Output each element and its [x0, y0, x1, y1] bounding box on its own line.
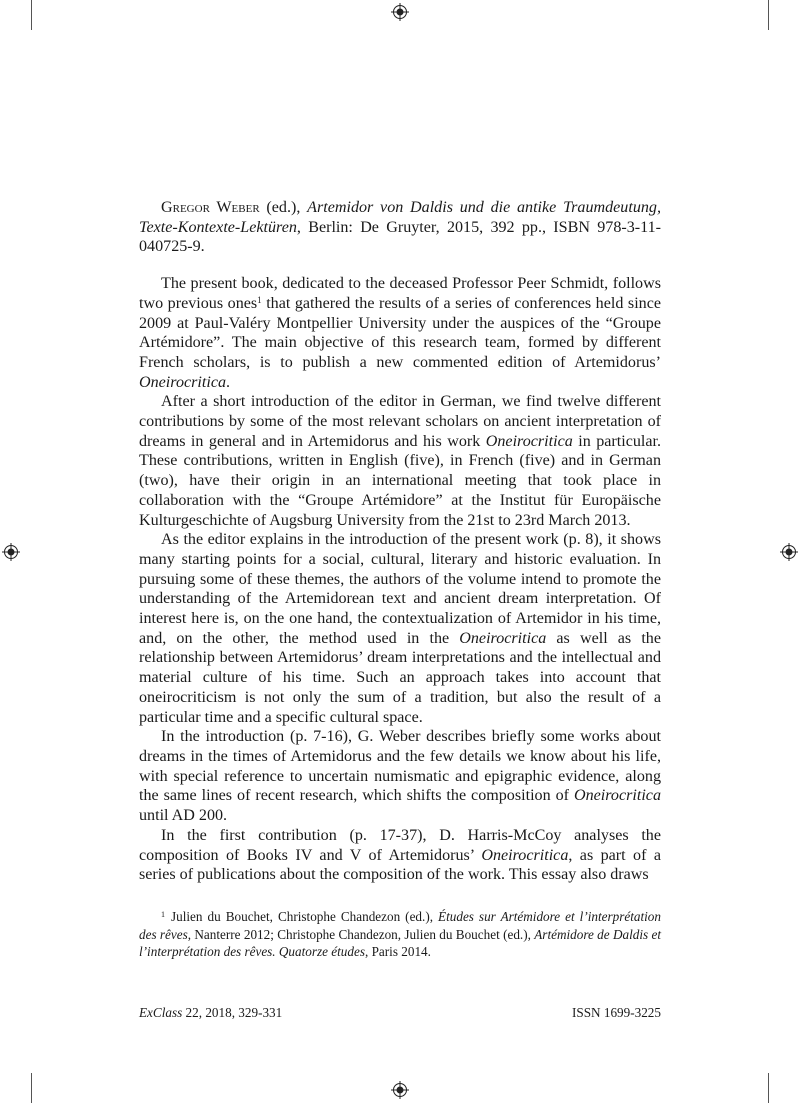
- paragraph-2: [139, 392, 661, 530]
- crop-mark-bottom-right: [768, 1073, 769, 1103]
- publication-details: , Berlin: De Gruyter, 2015, 392 pp., ISBN 978-3-11-040725-9.: [139, 218, 661, 256]
- paragraph-3-title: Oneirocritica: [459, 629, 547, 647]
- paragraph-1-text-c: .: [226, 373, 231, 391]
- paragraph-2-text-b: in particular. These contributions, written in English (five), in French (five) and in German (two), have their origin in an international meeting that took place in collaboration with the “Groupe Artémidore” at the Institut für Europäische Kulturgeschichte of Augsburg University from the 21st to 23rd March 2013.: [139, 432, 662, 529]
- paragraph-1-text-a: The present book, dedicated to the deceased Professor Peer Schmidt, follows two previous ones: [139, 275, 661, 312]
- paragraph-2-text-a: After a short introduction of the editor in German, we find twelve different contributions by some of the most relevant scholars on ancient interpretation of dreams in general and in Artemidorus and his work: [139, 393, 661, 450]
- paragraph-4-title: Oneirocritica: [573, 787, 661, 805]
- paragraph-5: [139, 826, 661, 885]
- journal-reference: [139, 1004, 282, 1021]
- registration-mark-right-icon: [780, 543, 798, 561]
- review-content: [139, 198, 661, 885]
- footnote-ref-1: 1: [257, 294, 262, 305]
- footnotes: [139, 908, 661, 961]
- review-body: [139, 274, 661, 885]
- paragraph-5-title: Oneirocritica: [481, 846, 569, 864]
- issn: ISSN 1699-3225: [571, 1005, 661, 1020]
- paragraph-4-text-b: until AD 200.: [139, 807, 228, 825]
- crop-mark-top-right: [768, 0, 769, 30]
- registration-mark-top-icon: [391, 3, 409, 21]
- journal-name: ExClass: [139, 1005, 183, 1020]
- footnote-text-b: , Nanterre 2012; Christophe Chandezon, Julien du Bouchet (ed.),: [187, 926, 535, 942]
- paragraph-1-text-b: that gathered the results of a series of conferences held since 2009 at Paul-Valéry Montpellier University under the auspices of the “Groupe Artémidore”. The main objective of this research team, formed by different French scholars, is to publish a new commented edition of Artemidorus’: [139, 294, 661, 371]
- footnote-title-a: Études sur Artémidore et l’interprétation des rêves: [139, 909, 661, 942]
- footnote-text-c: , Paris 2014.: [364, 944, 431, 959]
- paragraph-1: [139, 274, 661, 392]
- registration-mark-bottom-icon: [391, 1081, 409, 1099]
- paragraph-1-title: Oneirocritica: [139, 373, 227, 391]
- author-name: Gregor Weber: [161, 199, 260, 216]
- volume-pages: 22, 2018, 329-331: [182, 1005, 283, 1020]
- footnote-number: 1: [161, 910, 165, 919]
- footnote-title-b: Artémidore de Daldis et l’interprétation des rêves. Quatorze études: [139, 926, 661, 959]
- paragraph-3-text-b: as well as the relationship between Artemidorus’ dream interpretations and the intellectual and material culture of his time. Such an approach takes into account that oneirocriticism is not only the sum of a tradition, but also the result of a particular time and a specific cultural space.: [139, 629, 661, 726]
- footnote-text-a: Julien du Bouchet, Christophe Chandezon (ed.),: [171, 909, 439, 924]
- paragraph-2-title: Oneirocritica: [485, 432, 573, 450]
- crop-mark-bottom-left: [31, 1073, 32, 1103]
- book-title: Artemidor von Daldis und die antike Traumdeutung, Texte-Kontexte-Lektüren: [139, 199, 661, 236]
- editor-mark: (ed.),: [266, 199, 301, 216]
- paragraph-5-text-b: , as part of a series of publications about the composition of the work. This essay also draws: [139, 846, 661, 884]
- paragraph-3: [139, 530, 661, 727]
- paragraph-4-text-a: In the introduction (p. 7-16), G. Weber describes briefly some works about dreams in the times of Artemidorus and the few details we know about his life, with special reference to uncertain numismatic and epigraphic evidence, along the same lines of recent research, which shifts the composition of: [139, 728, 661, 805]
- registration-mark-left-icon: [2, 543, 20, 561]
- crop-mark-top-left: [31, 0, 32, 30]
- paragraph-4: [139, 727, 661, 826]
- paragraph-5-text-a: In the first contribution (p. 17-37), D. Harris-McCoy analyses the composition of Books IV and V of Artemidorus’: [139, 826, 661, 864]
- paragraph-3-text-a: As the editor explains in the introduction of the present work (p. 8), it shows many starting points for a social, cultural, literary and historic evaluation. In pursuing some of these themes, the authors of the volume intend to promote the understanding of the Artemidorean text and ancient dream interpretation. Of interest here is, on the one hand, the contextualization of Artemidor in his time, and, on the other, the method used in the: [139, 531, 661, 647]
- bibliographic-citation: [139, 198, 661, 257]
- footnote-1: [139, 908, 661, 961]
